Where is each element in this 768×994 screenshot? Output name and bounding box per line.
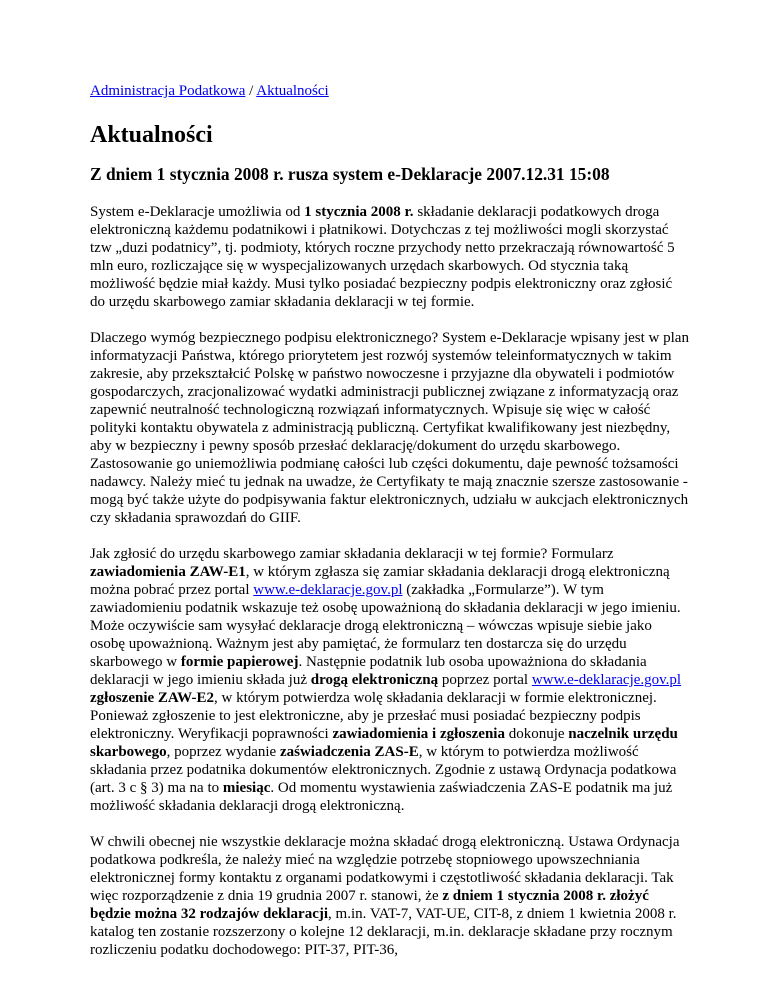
article-paragraph-3: Jak zgłosić do urzędu skarbowego zamiar składania deklaracji w tej formie? Formularz zawiadomienia ZAW-E1, w którym zgłasza się zamiar składania deklaracji drogą elektroniczną można pobrać przez portal www.e-deklaracje.gov.pl (zakładka „Formularze”). W tym zawiadomieniu podatnik wskazuje też osobę upoważnioną do składania deklaracji w jego imieniu. Może oczywiście sam wysyłać deklaracje drogą elektroniczną – wówczas wpisuje siebie jako osobę upoważnioną. Ważnym jest aby pamiętać, że formularz ten dostarcza się do urzędu skarbowego w formie papierowej. Następnie podatnik lub osoba upoważniona do składania deklaracji w jego imieniu składa już drogą elektroniczną poprzez portal www.e-deklaracje.gov.pl zgłoszenie ZAW-E2, w którym potwierdza wolę składania deklaracji w formie elektronicznej. Ponieważ zgłoszenie to jest elektroniczne, aby je przesłać musi posiadać bezpieczny podpis elektroniczny. Weryfikacji poprawności zawiadomienia i zgłoszenia dokonuje naczelnik urzędu skarbowego, poprzez wydanie zaświadczenia ZAS-E, w którym to potwierdza możliwość składania przez podatnika dokumentów elektronicznych. Zgodnie z ustawą Ordynacja podatkowa (art. 3 c § 3) ma na to miesiąc. Od momentu wystawienia zaświadczenia ZAS-E podatnik ma już możliwość składania deklaracji drogą elektroniczną. xyxy=(90,546,682,814)
e-deklaracje-link[interactable]: www.e-deklaracje.gov.pl xyxy=(531,672,682,688)
article-paragraph-2: Dlaczego wymóg bezpiecznego podpisu elektronicznego? System e-Deklaracje wpisany jest w plan informatyzacji Państwa, którego priorytetem jest rozwój systemów teleinformatycznych w takim zakresie, aby przekształcić Polskę w państwo nowoczesne i przyjazne dla obywateli i podmiotów gospodarczych, zracjonalizować wydatki administracji publicznej związane z informatyzacją oraz zapewnić neutralność technologiczną rozwiązań informatycznych. Wpisuje się więc w całość polityki kontaktu obywatela z administracją publiczną. Certyfikat kwalifikowany jest niezbędny, aby w bezpieczny i pewny sposób przesłać deklarację/dokument do urzędu skarbowego. Zastosowanie go uniemożliwia podmianę całości lub części dokumentu, daje pewność tożsamości nadawcy. Należy mieć tu jednak na uwadze, że Certyfikaty te mają znacznie szersze zastosowanie - mogą być także użyte do podpisywania faktur elektronicznych, udziału w aukcjach elektronicznych czy składania sprawozdań do GIIF. xyxy=(90,330,689,526)
e-deklaracje-link[interactable]: www.e-deklaracje.gov.pl xyxy=(253,582,403,598)
breadcrumb-link-aktualnosci[interactable]: Aktualności xyxy=(256,83,329,99)
breadcrumb-separator: / xyxy=(245,83,257,99)
article-paragraph-4: W chwili obecnej nie wszystkie deklaracje można składać drogą elektroniczną. Ustawa Ordynacja podatkowa podkreśla, że należy mieć na względzie potrzebę stopniowego upowszechniania elektronicznej formy kontaktu z organami podatkowymi i częstotliwość składania deklaracji. Tak więc rozporządzenie z dnia 19 grudnia 2007 r. stanowi, że z dniem 1 stycznia 2008 r. złożyć będzie można 32 rodzajów deklaracji, m.in. VAT-7, VAT-UE, CIT-8, z dniem 1 kwietnia 2008 r. katalog ten zostanie rozszerzony o kolejne 12 deklaracji, m.in. deklaracje składane przy rocznym rozliczeniu podatku dochodowego: PIT-37, PIT-36, xyxy=(90,834,680,958)
breadcrumb xyxy=(90,82,690,100)
content xyxy=(90,82,690,959)
page-title: Aktualności xyxy=(90,122,213,148)
breadcrumb-link-administracja[interactable]: Administracja Podatkowa xyxy=(90,83,246,99)
article-title: Z dniem 1 stycznia 2008 r. rusza system e-Deklaracje 2007.12.31 15:08 xyxy=(90,164,610,184)
article-paragraph-1: System e-Deklaracje umożliwia od 1 stycznia 2008 r. składanie deklaracji podatkowych droga elektroniczną każdemu podatnikowi i płatnikowi. Dotychczas z tej możliwości mogli skorzystać tzw „duzi podatnicy”, tj. podmioty, których roczne przychody netto przekraczają równowartość 5 mln euro, rozliczające się w wyspecjalizowanych urzędach skarbowych. Od stycznia taką możliwość będzie miał każdy. Musi tylko posiadać bezpieczny podpis elektroniczny oraz zgłosić do urzędu skarbowego zamiar składania deklaracji w tej formie. xyxy=(90,204,675,310)
